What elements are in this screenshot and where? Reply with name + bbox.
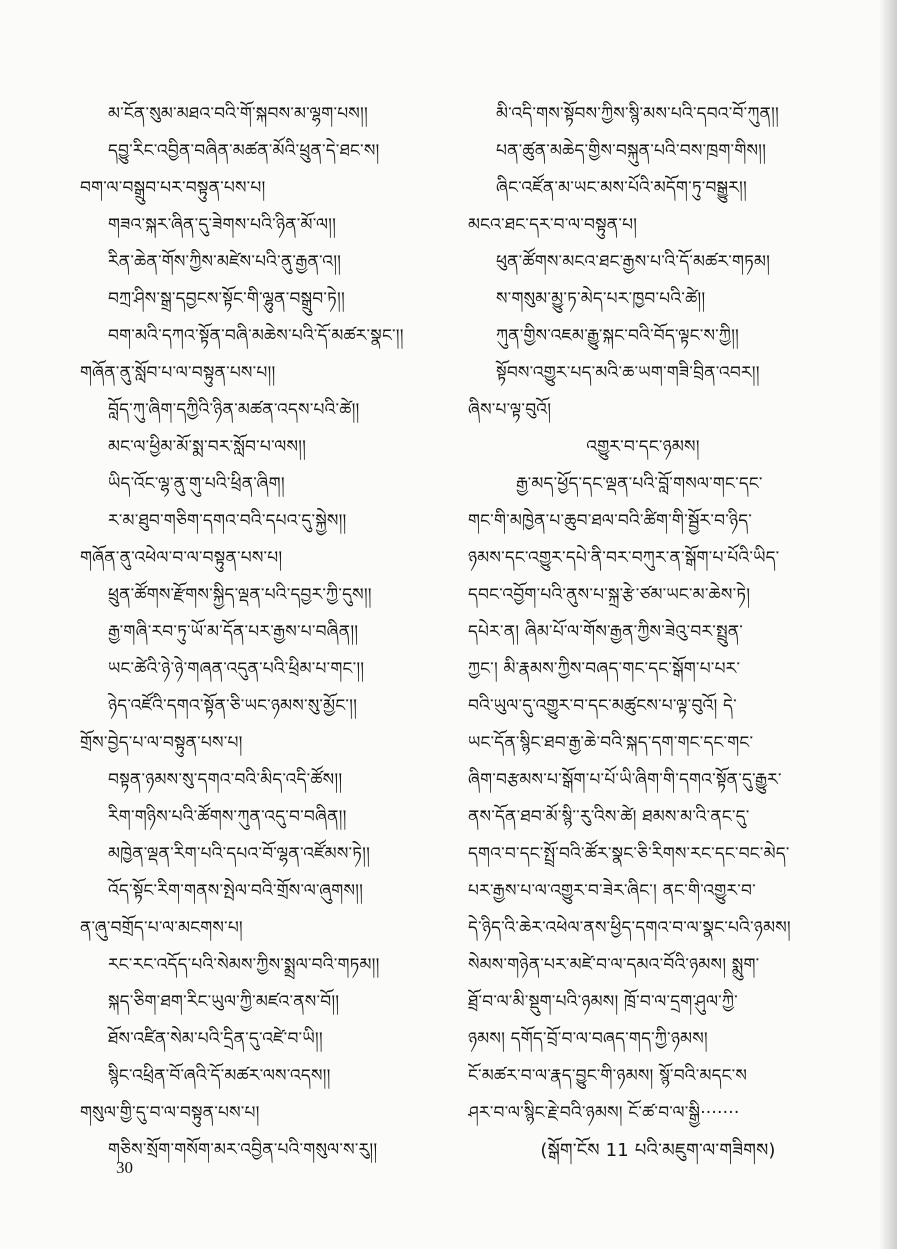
text-line: ཕུན་ཚོགས་མངའ་ཐང་རྒྱས་པ་འི་དོ་མཚར་གཏམ། bbox=[496, 252, 771, 272]
text-line: གང་གི་མཁྱེན་པ་ཆུབ་ཐལ་བའི་ཚིག་གི་སྦྱོར་བ་ཉིད་ bbox=[468, 511, 753, 531]
text-line: རང་རང་འདོད་པའི་སེམས་ཀྱིས་སྨྲལ་བའི་གཏམ།། bbox=[108, 955, 380, 975]
text-line: ཉམས་དང་འགྱུར་དཔེ་ནི་བར་བཀུར་ན་སྒོག་པ་པོའི་ཡིད་ bbox=[468, 548, 780, 568]
text-line: རིག་གཉིས་པའི་ཚོགས་ཀུན་འདུ་བ་བཞིན།། bbox=[108, 807, 347, 827]
text-line: ཞིང་འཛོན་མ་ཡང་མས་པོའི་མདོག་ཏུ་བསྒྱུར།། bbox=[496, 178, 747, 198]
text-line: གཟའ་སྐར་ཞིན་དུ་ཟེགས་པའི་ཉིན་མོ་ལ།། bbox=[108, 215, 337, 235]
text-line: མངའ་ཐང་དར་བ་ལ་བསྟུན་པ། bbox=[468, 215, 638, 235]
text-line: ཐོས་འཛིན་སེམ་པའི་དྲིན་དུ་འཛེ་བ་ཡི།། bbox=[108, 1029, 323, 1049]
text-line: བཀྲ་ཤིས་སྒྲ་དབྱངས་སྟོང་གི་ལྷུན་བསྒྲུབ་ཏེ།། bbox=[108, 289, 345, 309]
text-line: (སྒོག་ངོས 11 པའི་མཇུག་ལ་གཟིགས) bbox=[540, 1140, 776, 1161]
text-line: རིན་ཆེན་གོས་ཀྱིས་མཛེས་པའི་ནུ་རྒྱན་འ།། bbox=[108, 252, 342, 272]
text-line: དབྱུ་རིང་འབྱིན་བཞིན་མཚན་མོའི་ཕྲུན་དེ་ཐང་ས། bbox=[108, 141, 380, 161]
text-line: སེམས་གཉེན་པར་མཛེ་བ་ལ་དམའ་བོའི་ཉམས། སྨུག་ bbox=[468, 955, 760, 975]
text-line: གཞོན་ནུ་འཕེལ་བ་ལ་བསྟུན་པས་པ། bbox=[80, 548, 283, 568]
text-line: པན་ཚུན་མཆེད་གྱིས་བསྐུན་པའི་བས་ཁྲག་གིས།། bbox=[496, 141, 767, 161]
text-line: ཤར་བ་ལ་སྙིང་རྗེ་བའི་ཉམས། ངོ་ཚ་བ་ལ་སྒྱི······· bbox=[468, 1103, 740, 1123]
text-line: ས་གསུམ་མྱུ་ཏ་མེད་པར་ཁྱབ་པའི་ཚེ།། bbox=[496, 289, 706, 309]
text-line: ཉམས། དགོད་བྲོ་བ་ལ་བཞད་གད་ཀྱི་ཉམས། bbox=[468, 1029, 708, 1049]
text-line: གཅིས་སྲོག་གསོག་མར་འབྱིན་པའི་གསུལ་ས་རུ།། bbox=[108, 1140, 378, 1160]
left-column bbox=[80, 96, 430, 1169]
text-line: བློད་ཀུ་ཞིག་དཀྱིའི་ཉིན་མཚན་འདས་པའི་ཚེ།། bbox=[108, 400, 360, 420]
text-line: ར་མ་ཐུབ་གཅིག་དགའ་བའི་དཔའ་དུ་སྐྱེས།། bbox=[108, 511, 347, 531]
text-line: ཉེད་འཛོའི་དགའ་སྟོན་ཅི་ཡང་ཉམས་སུ་མྱོང་།། bbox=[108, 696, 358, 716]
text-line: མཁྱེན་ལྡན་རིག་པའི་དཔའ་བོ་ལྷན་འཛོམས་ཏེ།། bbox=[108, 844, 371, 864]
text-line: མི་འདི་གས་སྟོབས་ཀྱིས་སྙི་མས་པའི་དབའ་བོ་ཀུན།། bbox=[496, 104, 780, 124]
text-line: དཔེར་ན། ཞིམ་པོ་ལ་གོས་རྒྱན་ཀྱིས་ཟེའུ་བར་སྤྲུན་ bbox=[468, 622, 744, 642]
text-line: ཀུན་གྱིས་འཇམ་རྒྱུ་སྐང་བའི་བོད་ལྟང་ས་ཀྱི།། bbox=[496, 326, 740, 346]
text-line: གྲོས་བྱེད་པ་ལ་བསྟུན་པས་པ། bbox=[80, 733, 243, 753]
text-line: གཞོན་ནུ་སློབ་པ་ལ་བསྟུན་པས་པ།། bbox=[80, 363, 276, 383]
text-line: ན་ཞུ་བགྲོད་པ་ལ་མངགས་པ། bbox=[80, 918, 243, 938]
text-line: ཡང་ཚེའི་ཉེ་ཉེ་གཞན་འདུན་པའི་ཕྲིམ་པ་གང་།། bbox=[108, 659, 365, 679]
text-line: མང་ལ་ཕྱིམ་མོ་སྨ་བར་སློབ་པ་ལས།། bbox=[108, 437, 307, 457]
text-line: རྒྱ་མད་ཕྱོད་དང་ལྡན་པའི་བློ་གསལ་གང་དང་ bbox=[516, 474, 763, 494]
text-line: རྒྱ་གཞི་རབ་ཏུ་ཡོ་མ་དོན་པར་རྒྱས་པ་བཞིན།། bbox=[108, 622, 359, 642]
right-column bbox=[468, 96, 818, 1169]
text-line: འགྱུར་བ་དང་ཉམས། bbox=[586, 437, 700, 457]
text-line: སྟོབས་འགྱུར་པད་མའི་ཆ་ཡག་གཟི་བྲིན་འབར།། bbox=[496, 363, 760, 383]
text-line: ཀྱང་། མི་རྣམས་ཀྱིས་བཞད་གང་དང་སྒོག་པ་པར་ bbox=[468, 659, 741, 679]
text-line: ནས་དོན་ཐབ་མོ་སྙི་་རུ་འིས་ཚེ། ཐམས་མ་འི་ནང་དུ་ bbox=[468, 807, 750, 827]
page-number: 30 bbox=[116, 1158, 133, 1177]
text-line: ཞིག་བརྩམས་པ་སྒོག་པ་པོ་ཡི་ཞིག་གི་དགའ་སྟོན་དུ་རྒྱུར་ bbox=[468, 770, 782, 790]
text-line: ཡིད་འོང་ལྷ་ནུ་གུ་པའི་ཕྲིན་ཞིག། bbox=[108, 474, 285, 494]
text-line: པར་རྒྱས་པ་ལ་འགྱུར་བ་ཟེར་ཞིང་། ནང་གི་འགྱུར་བ་ bbox=[468, 881, 756, 901]
text-line: དབང་འབྱོག་པའི་ནུས་པ་སྐྲ་རྩེ་ཙམ་ཡང་མ་ཆེས་ཏེ། bbox=[468, 585, 751, 605]
text-line: དགའ་བ་དང་སྤྲོ་བའི་ཚོར་སྣང་ཅི་རིགས་རང་དང་བང་མེད་ bbox=[468, 844, 790, 864]
text-line: ཕྲུན་ཚོགས་རྫོགས་སྐྱིད་ལྡན་པའི་དབྱར་ཀྱི་དུས།། bbox=[108, 585, 372, 605]
text-line: དེ་ཉིད་འི་ཆེར་འཕེལ་ནས་ཕྱིད་དགའ་བ་ལ་སྣང་པའི་ཉམས། bbox=[468, 918, 791, 938]
text-line: བག་མའི་དཀའ་སྟོན་བཞི་མཆེས་པའི་དོ་མཚར་སྣང་།། bbox=[108, 326, 404, 346]
text-line: སྐད་ཅིག་ཐག་རིང་ཡུལ་ཀྱི་མཛའ་ནས་བོ།། bbox=[108, 992, 340, 1012]
page-edge-shadow bbox=[879, 0, 897, 1249]
text-line: ཞིས་པ་ལྟ་བུའོ། bbox=[468, 400, 552, 420]
text-line: བག་ལ་བསྒྲུབ་པར་བསྟུན་པས་པ། bbox=[80, 178, 266, 198]
text-line: ཐྲོ་བ་ལ་མི་སྡུག་པའི་ཉམས། ཁྲོ་བ་ལ་དྲག་ཤུལ་ཀྱི་ bbox=[468, 992, 738, 1012]
text-line: ཡང་དོན་སྙིང་ཐབ་རྒྱ་ཆེ་བའི་སྐད་དག་གང་དང་གང་ bbox=[468, 733, 754, 753]
text-line: མ་ངོན་སུམ་མཐའ་བའི་གོ་སྐབས་མ་ལྷག་པས།། bbox=[108, 104, 368, 124]
text-line: གསུལ་གྱི་དུ་བ་ལ་བསྟུན་པས་པ། bbox=[80, 1103, 260, 1123]
text-line: འོད་སྟོང་རིག་གནས་སྤེལ་བའི་གྲོས་ལ་ཞུགས།། bbox=[108, 881, 364, 901]
text-line: བའི་ཡུལ་དུ་འགྱུར་བ་དང་མཚུངས་པ་ལྟ་བུའོ། དེ་ bbox=[468, 696, 737, 716]
text-line: སྙིང་འཕྲིན་བོ་ཞའི་དོ་མཚར་ལས་འདས།། bbox=[108, 1066, 331, 1086]
text-line: ངོ་མཚར་བ་ལ་རྣད་བྱུང་གི་ཉམས། སྙོ་བའི་མདང་ས bbox=[468, 1066, 748, 1086]
text-line: བསྟན་ཉམས་སུ་དགའ་བའི་མིད་འདི་ཚོས།། bbox=[108, 770, 343, 790]
